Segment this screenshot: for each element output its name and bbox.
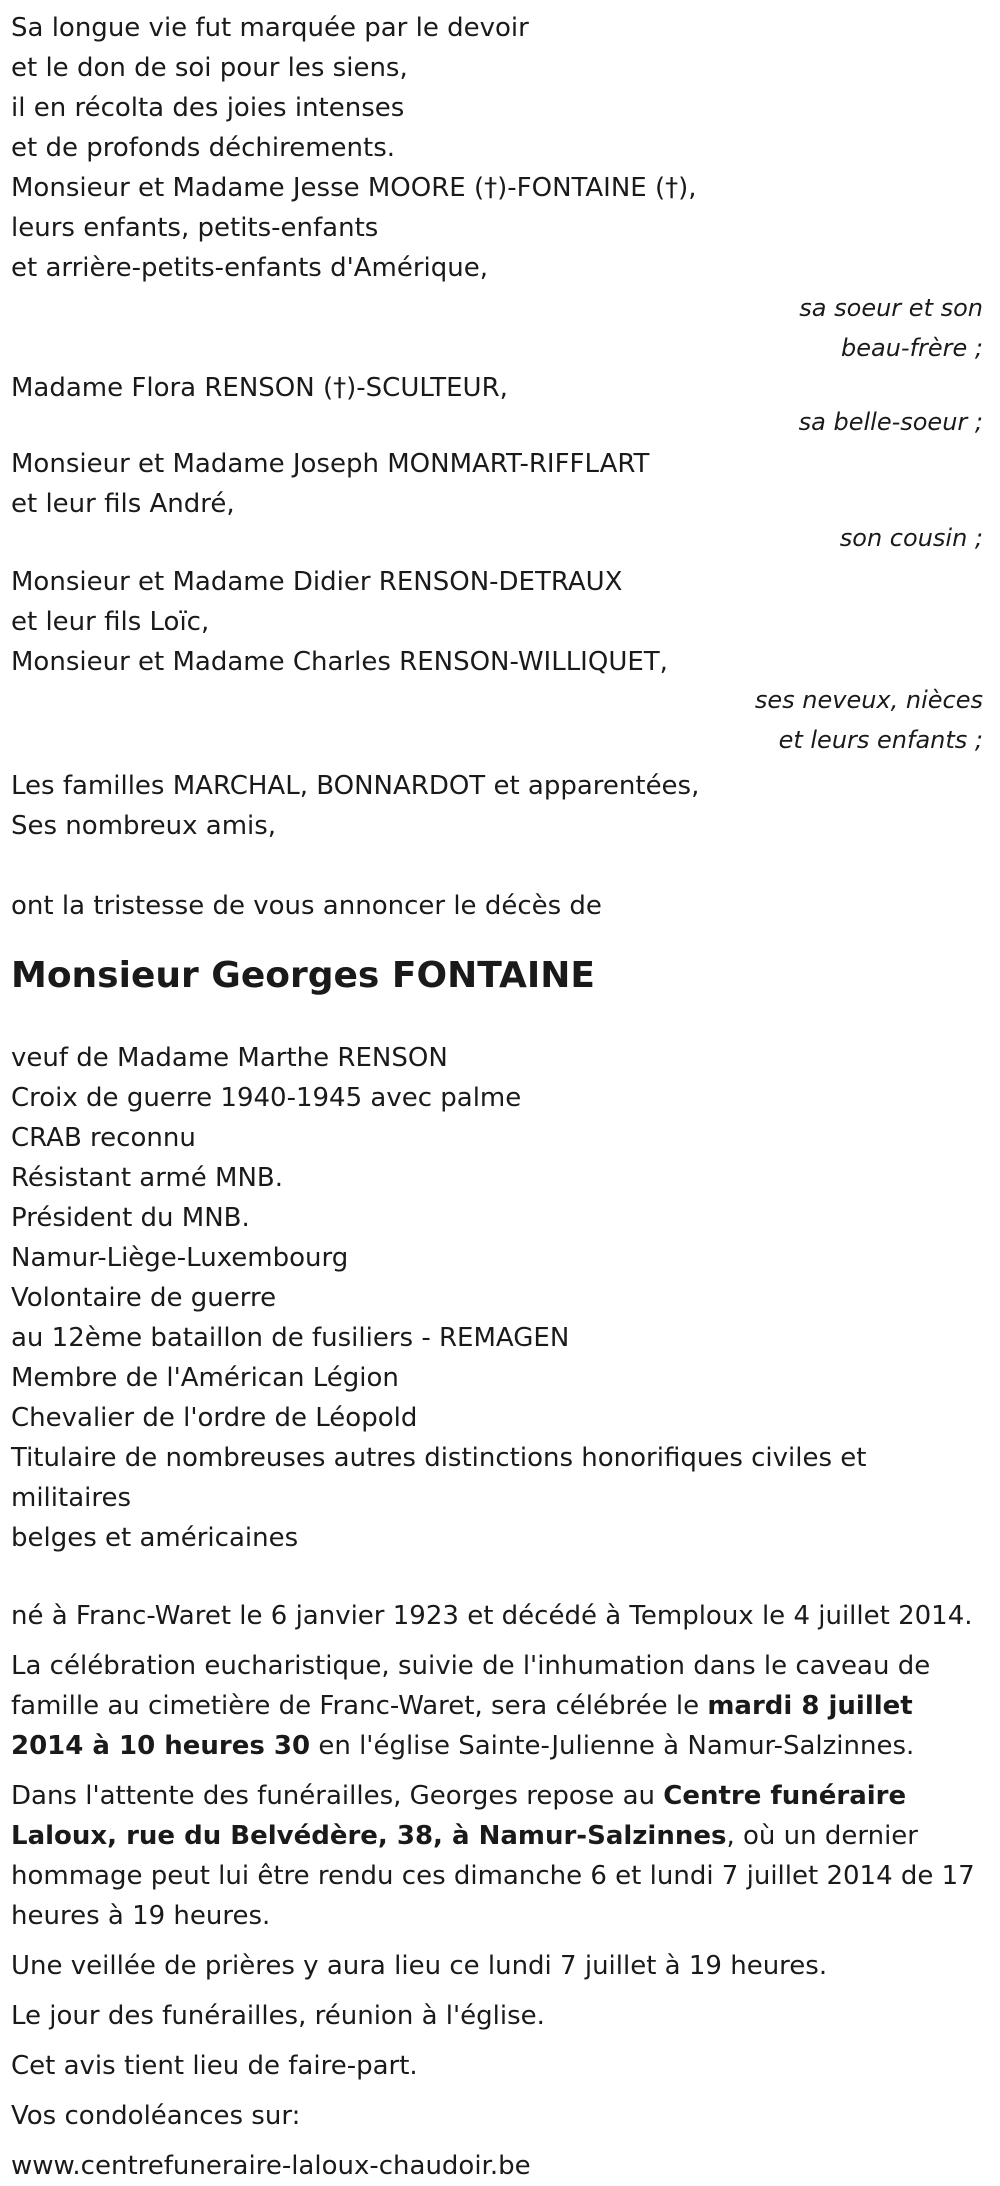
relation-line: son cousin ; bbox=[839, 524, 983, 552]
vigil-info: Une veillée de prières y aura lieu ce lundi 7 juillet à 19 heures. bbox=[11, 1951, 828, 1981]
birth-death: né à Franc-Waret le 6 janvier 1923 et décédé à Temploux le 4 juillet 2014. bbox=[11, 1601, 973, 1631]
condolences-label: Vos condoléances sur: bbox=[11, 2101, 301, 2131]
honor-line: Président du MNB. bbox=[11, 1203, 250, 1233]
family-line: Ses nombreux amis, bbox=[11, 811, 277, 841]
repose-text: Dans l'attente des funérailles, Georges repose au bbox=[11, 1781, 664, 1811]
honor-line: militaires bbox=[11, 1483, 132, 1513]
funeral-day-info: Le jour des funérailles, réunion à l'église. bbox=[11, 2001, 545, 2031]
ceremony-place: en l'église Sainte-Julienne à Namur-Salzinnes. bbox=[310, 1731, 915, 1761]
relation-line: beau-frère ; bbox=[840, 334, 983, 362]
family-line: et leur fils André, bbox=[11, 489, 235, 519]
ceremony-text: La célébration eucharistique, suivie de l'inhumation dans le caveau de famille au cimetière de Franc-Waret, sera célébrée le bbox=[11, 1651, 931, 1721]
intro-line: Sa longue vie fut marquée par le devoir bbox=[11, 13, 529, 43]
notice-text: Cet avis tient lieu de faire-part. bbox=[11, 2051, 418, 2081]
relation-line: et leurs enfants ; bbox=[778, 726, 983, 754]
family-line: Les familles MARCHAL, BONNARDOT et apparentées, bbox=[11, 771, 700, 801]
intro-line: il en récolta des joies intenses bbox=[11, 93, 405, 123]
honor-line: belges et américaines bbox=[11, 1523, 299, 1553]
family-line: leurs enfants, petits-enfants bbox=[11, 213, 379, 243]
relation-line: ses neveux, nièces bbox=[754, 686, 983, 714]
family-line: Monsieur et Madame Charles RENSON-WILLIQUET, bbox=[11, 647, 668, 677]
relation-line: sa soeur et son bbox=[799, 294, 983, 322]
ceremony-info bbox=[11, 1646, 989, 1766]
family-line: Madame Flora RENSON (†)-SCULTEUR, bbox=[11, 373, 508, 403]
honor-line: au 12ème bataillon de fusiliers - REMAGEN bbox=[11, 1323, 570, 1353]
honor-line: Membre de l'Américan Légion bbox=[11, 1363, 399, 1393]
honor-line: Namur-Liège-Luxembourg bbox=[11, 1243, 349, 1273]
family-line: Monsieur et Madame Joseph MONMART-RIFFLART bbox=[11, 449, 650, 479]
honor-line: Résistant armé MNB. bbox=[11, 1163, 284, 1193]
honor-line: Volontaire de guerre bbox=[11, 1283, 277, 1313]
intro-line: et de profonds déchirements. bbox=[11, 133, 396, 163]
repose-hours: , où un dernier hommage peut lui être rendu ces dimanche 6 et lundi 7 juillet 2014 de 17 heures à 19 heures. bbox=[11, 1821, 975, 1931]
family-line: Monsieur et Madame Didier RENSON-DETRAUX bbox=[11, 567, 623, 597]
honor-line: veuf de Madame Marthe RENSON bbox=[11, 1043, 448, 1073]
family-line: et arrière-petits-enfants d'Amérique, bbox=[11, 253, 489, 283]
repose-location: Centre funéraire Laloux, rue du Belvédère, 38, à Namur-Salzinnes bbox=[11, 1781, 907, 1851]
website-link[interactable]: www.centrefuneraire-laloux-chaudoir.be bbox=[11, 2151, 531, 2181]
deceased-name: Monsieur Georges FONTAINE bbox=[11, 955, 595, 996]
family-line: Monsieur et Madame Jesse MOORE (†)-FONTAINE (†), bbox=[11, 173, 697, 203]
honor-line: CRAB reconnu bbox=[11, 1123, 196, 1153]
family-line: et leur fils Loïc, bbox=[11, 607, 210, 637]
relation-sister bbox=[11, 288, 989, 368]
honor-line: Titulaire de nombreuses autres distinctions honorifiques civiles et bbox=[11, 1443, 867, 1473]
honors-list bbox=[11, 1038, 989, 1558]
announcement: ont la tristesse de vous annoncer le décès de bbox=[11, 891, 602, 921]
intro-line: et le don de soi pour les siens, bbox=[11, 53, 408, 83]
repose-info bbox=[11, 1776, 989, 1936]
ceremony-date: mardi 8 juillet 2014 à 10 heures 30 bbox=[11, 1691, 913, 1761]
relation-line: sa belle-soeur ; bbox=[798, 408, 983, 436]
honor-line: Chevalier de l'ordre de Léopold bbox=[11, 1403, 418, 1433]
honor-line: Croix de guerre 1940-1945 avec palme bbox=[11, 1083, 522, 1113]
intro-block bbox=[11, 8, 989, 288]
